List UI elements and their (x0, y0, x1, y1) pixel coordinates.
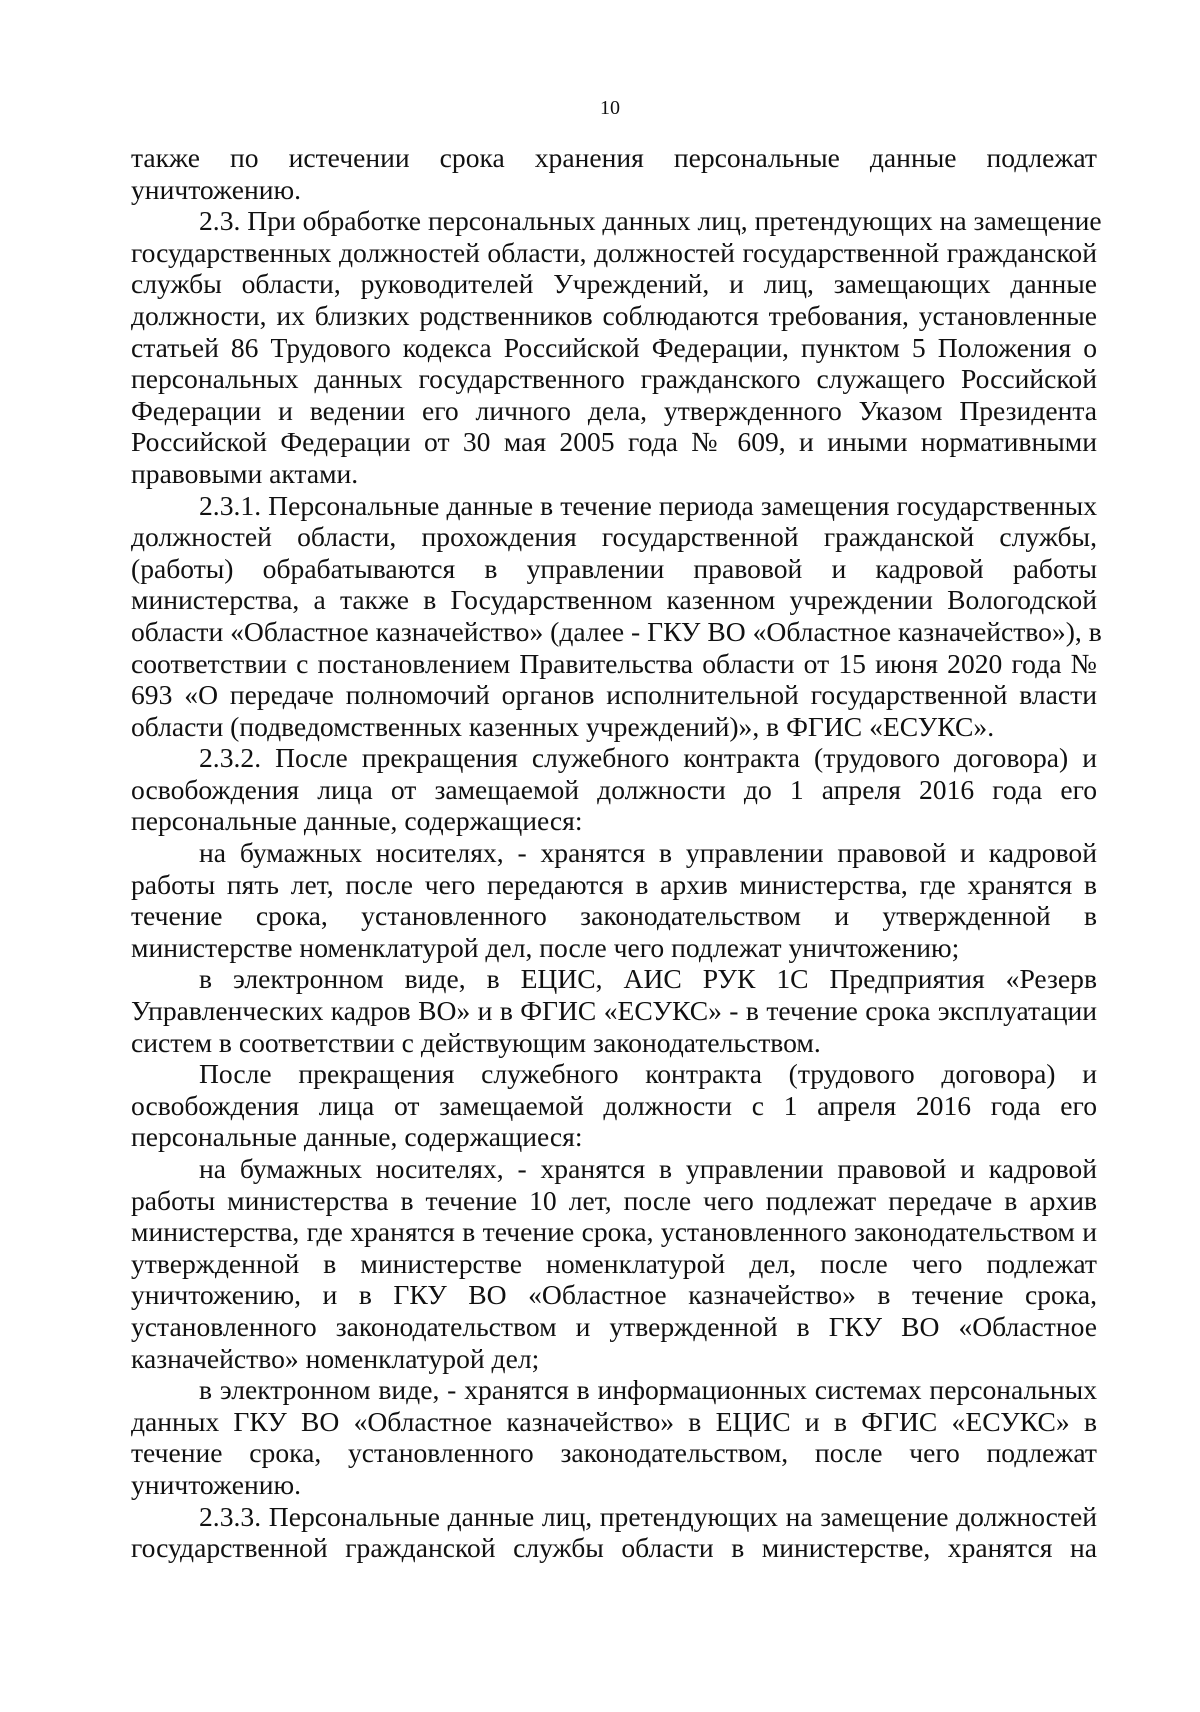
text-line: на бумажных носителях, - хранятся в управлении правовой и кадровой (199, 837, 1097, 869)
text-line: статьей 86 Трудового кодекса Российской Федерации, пунктом 5 Положения о (131, 331, 1097, 363)
text-line: освобождения лица от замещаемой должности с 1 апреля 2016 года его (131, 1089, 1097, 1121)
text-line: систем в соответствии с действующим законодательством. (131, 1026, 821, 1058)
text-line: правовыми актами. (131, 457, 359, 489)
text-line: должностей области, прохождения государственной гражданской службы, (131, 521, 1097, 553)
text-line: установленного законодательством и утвержденной в ГКУ ВО «Областное (131, 1310, 1097, 1342)
text-line: персональные данные, содержащиеся: (131, 1121, 583, 1153)
text-line: Федерации и ведении его личного дела, утвержденного Указом Президента (131, 394, 1097, 426)
text-line: уничтожению, и в ГКУ ВО «Областное казначейство» в течение срока, (131, 1279, 1097, 1311)
text-line: министерстве номенклатурой дел, после чего подлежат уничтожению; (131, 931, 960, 963)
text-line: работы министерства в течение 10 лет, после чего подлежат передаче в архив (131, 1184, 1097, 1216)
text-line: (работы) обрабатываются в управлении правовой и кадровой работы (131, 552, 1097, 584)
text-line: Управленческих кадров ВО» и в ФГИС «ЕСУКС» - в течение срока эксплуатации (131, 995, 1097, 1027)
text-line: персональных данных государственного гражданского служащего Российской (131, 363, 1097, 395)
text-line: также по истечении срока хранения персональные данные подлежат (131, 142, 1097, 173)
document-body (131, 142, 1102, 1564)
text-line: 2.3.3. Персональные данные лиц, претендующих на замещение должностей (199, 1500, 1097, 1532)
text-line: данных ГКУ ВО «Областное казначейство» в ЕЦИС и в ФГИС «ЕСУКС» в (131, 1405, 1097, 1437)
text-line: После прекращения служебного контракта (трудового договора) и (199, 1058, 1097, 1090)
text-line: соответствии с постановлением Правительства области от 15 июня 2020 года № (131, 647, 1097, 679)
text-line: в электронном виде, - хранятся в информационных системах персональных (199, 1374, 1097, 1406)
text-line: в электронном виде, в ЕЦИС, АИС РУК 1С Предприятия «Резерв (199, 963, 1097, 995)
text-line: работы пять лет, после чего передаются в архив министерства, где хранятся в (131, 868, 1097, 900)
text-line: должности, их близких родственников соблюдаются требования, установленные (131, 299, 1097, 331)
text-line: утвержденной в министерстве номенклатурой дел, после чего подлежат (131, 1247, 1097, 1279)
text-line: области «Областное казначейство» (далее - ГКУ ВО «Областное казначейство»), в (131, 615, 1102, 647)
text-line: персональные данные, содержащиеся: (131, 805, 583, 837)
text-line: на бумажных носителях, - хранятся в управлении правовой и кадровой (199, 1153, 1097, 1184)
text-line: государственных должностей области, должностей государственной гражданской (131, 236, 1097, 268)
text-line: области (подведомственных казенных учреждений)», в ФГИС «ЕСУКС». (131, 710, 995, 742)
text-line: течение срока, установленного законодательством и утвержденной в (131, 900, 1097, 932)
text-line: службы области, руководителей Учреждений, и лиц, замещающих данные (131, 268, 1097, 300)
text-line: государственной гражданской службы области в министерстве, хранятся на (131, 1532, 1097, 1564)
text-line: 2.3.2. После прекращения служебного контракта (трудового договора) и (199, 742, 1097, 774)
text-line: казначейство» номенклатурой дел; (131, 1342, 540, 1374)
text-line: освобождения лица от замещаемой должности до 1 апреля 2016 года его (131, 773, 1097, 805)
text-line: 2.3. При обработке персональных данных лиц, претендующих на замещение (199, 205, 1102, 237)
text-line: министерства, где хранятся в течение срока, установленного законодательством и (131, 1216, 1097, 1248)
text-line: министерства, а также в Государственном казенном учреждении Вологодской (131, 584, 1097, 616)
text-line: течение срока, установленного законодательством, после чего подлежат (131, 1437, 1097, 1469)
page-number: 10 (600, 97, 620, 119)
text-line: 2.3.1. Персональные данные в течение периода замещения государственных (199, 489, 1097, 521)
text-line: уничтожению. (131, 1468, 302, 1500)
text-line: Российской Федерации от 30 мая 2005 года № 609, и иными нормативными (131, 426, 1097, 458)
text-line: уничтожению. (131, 173, 302, 205)
text-line: 693 «О передаче полномочий органов исполнительной государственной власти (131, 679, 1097, 711)
